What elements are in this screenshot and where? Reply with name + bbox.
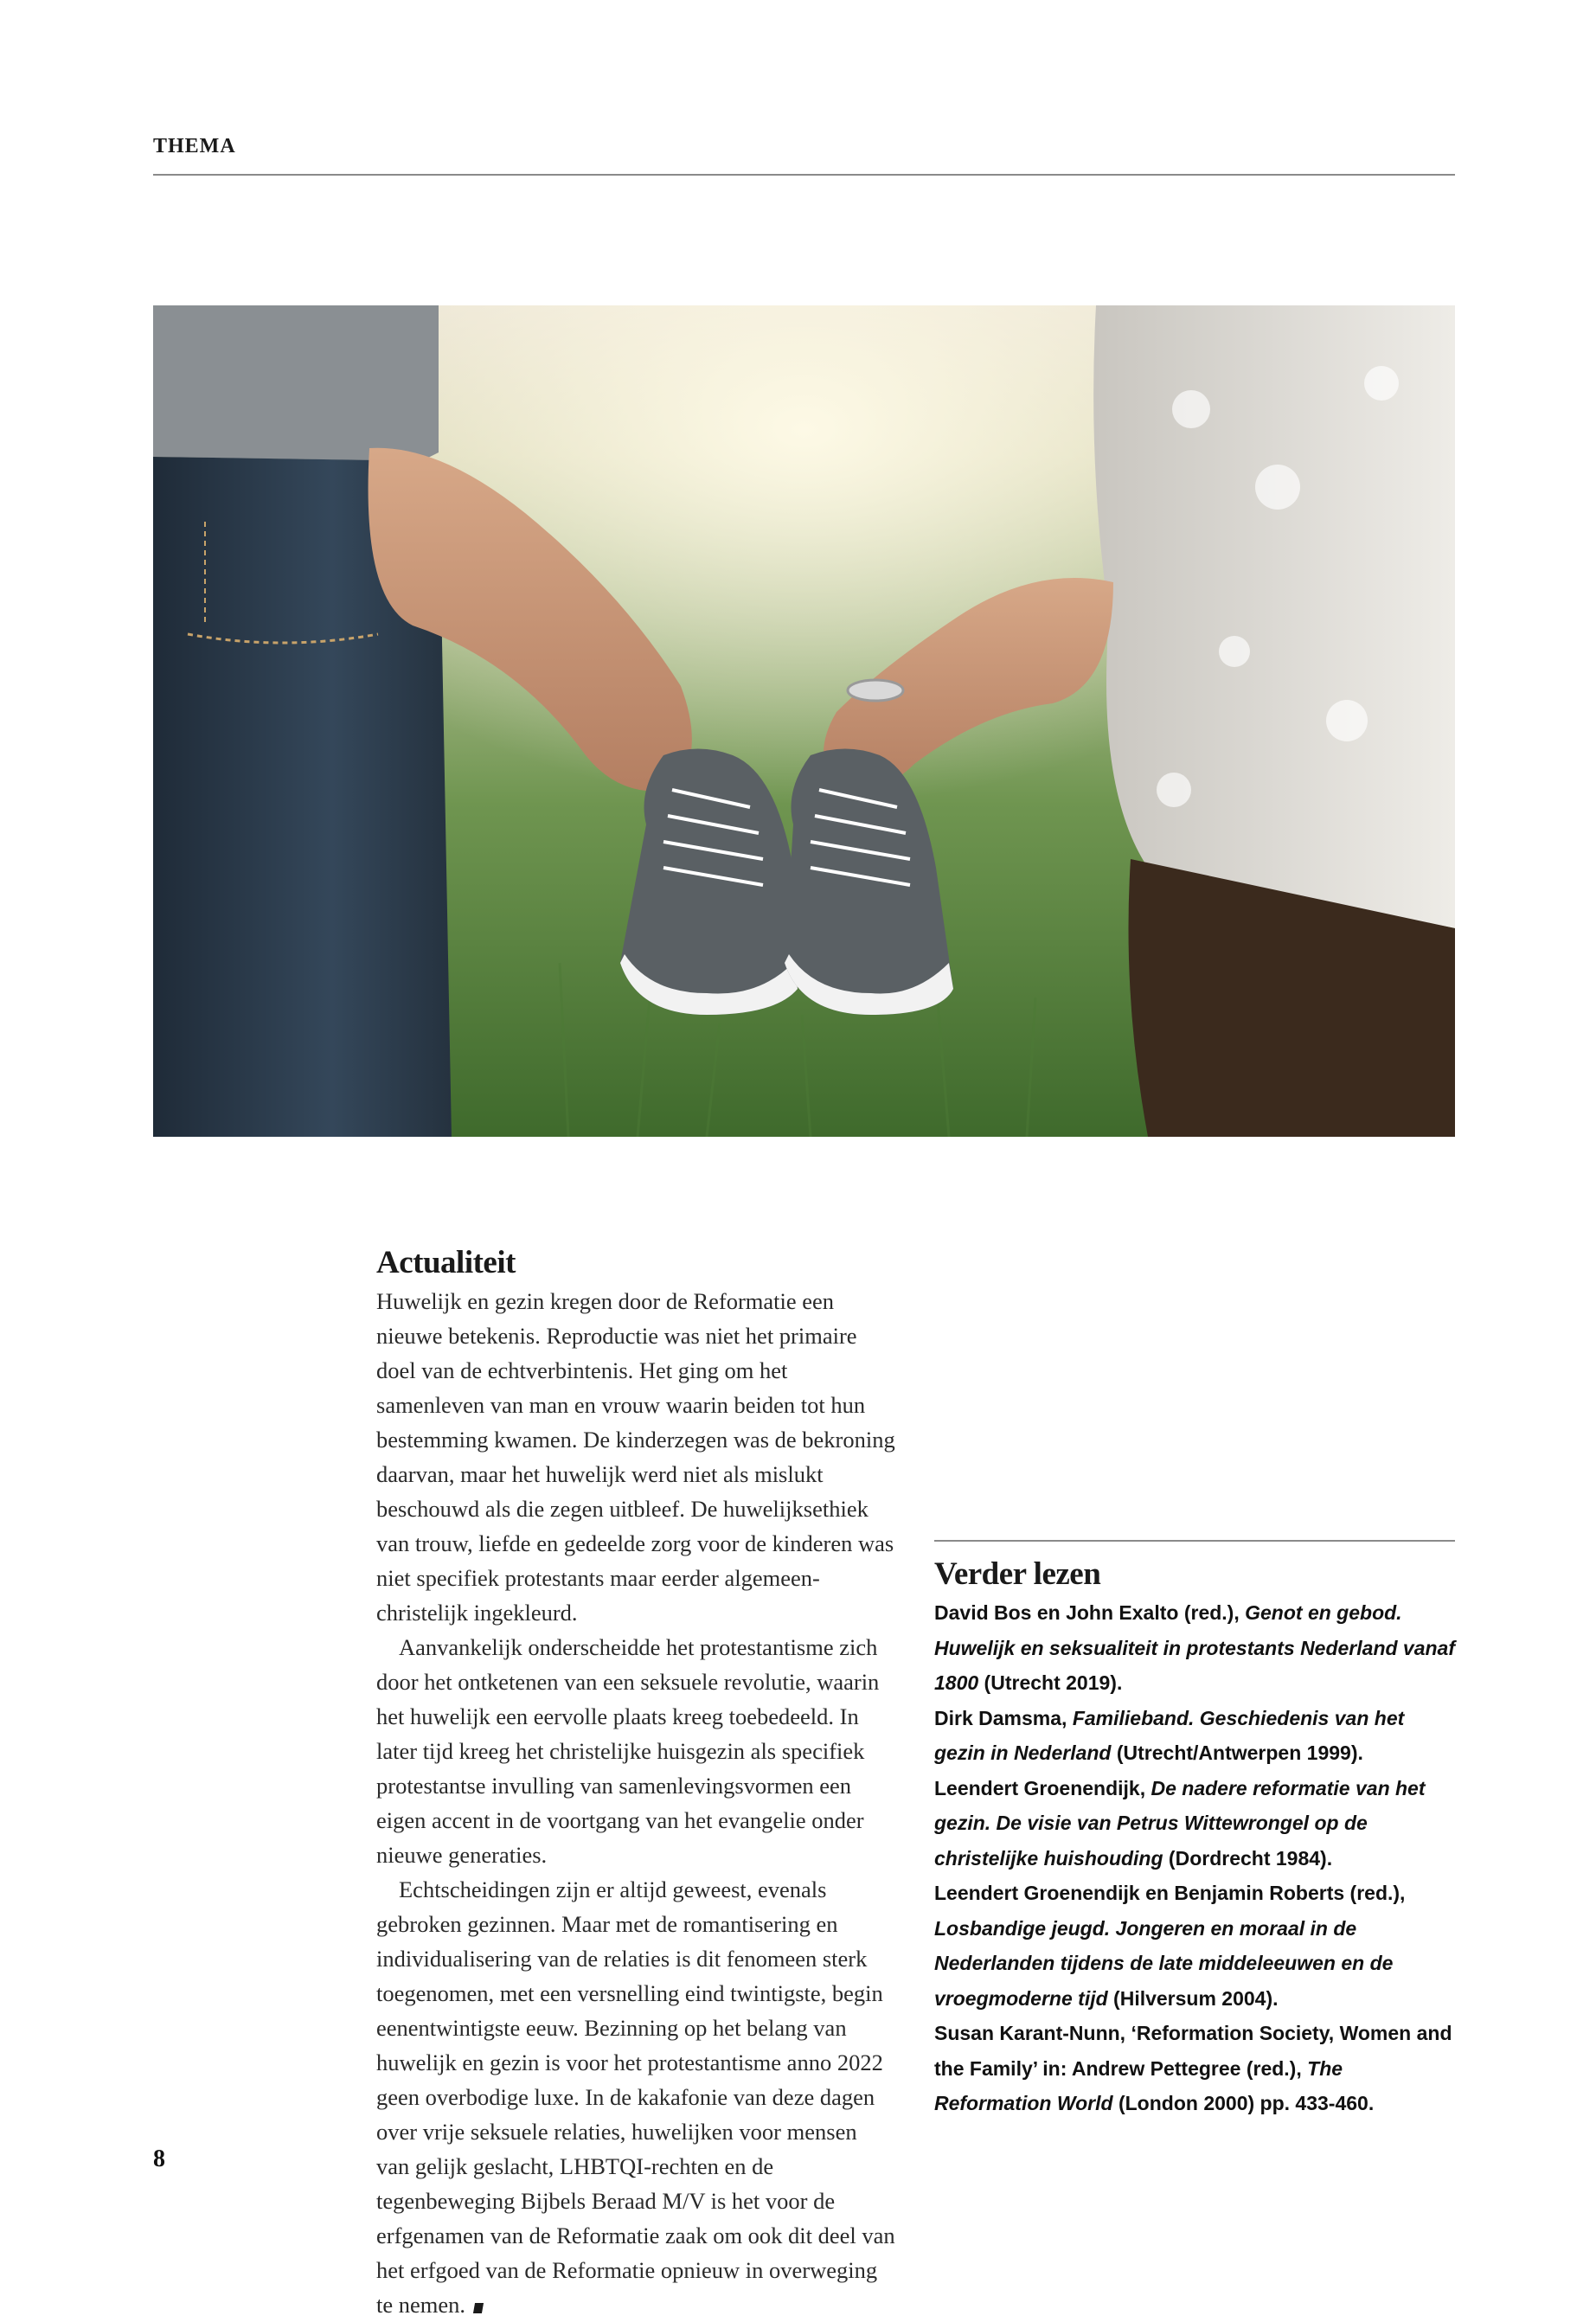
article-paragraph: [376, 1872, 895, 2322]
article-column-left: [376, 1246, 895, 2322]
section-label: THEMA: [153, 135, 236, 157]
article-heading: Actualiteit: [376, 1245, 516, 1280]
reference-list: [934, 1595, 1458, 2121]
article-paragraph: Aanvankelijk onderscheidde het protestantisme zich door het ontketenen van een seksuele revolutie, waarin het huwelijk een eervolle plaats kreeg toebedeeld. In later tijd kreeg het christelijke huisgezin als specifiek protestantse invulling van samenlevingsvormen een eigen accent in de voortgang van het evangelie onder nieuwe generaties.: [376, 1634, 880, 1868]
reference-item: Dirk Damsma, Familieband. Geschiedenis van het gezin in Nederland (Utrecht/Antwerpen 1999).: [934, 1706, 1405, 1764]
article-paragraph: Huwelijk en gezin kregen door de Reformatie een nieuwe betekenis. Reproductie was niet het primaire doel van de echtverbintenis. Het ging om het samenleven van man en vrouw waarin beiden tot hun bestemming kwamen. De kinderzegen was de bekroning daarvan, maar het huwelijk werd niet als mislukt beschouwd als die zegen uitbleef. De huwelijksethiek van trouw, liefde en gedeelde zorg voor de kinderen was niet specifiek protestants maar eerder algemeen-christelijk ingekleurd.: [376, 1288, 895, 1626]
further-reading-heading: Verder lezen: [934, 1556, 1101, 1592]
further-reading-divider: [934, 1540, 1455, 1542]
reference-item: Leendert Groenendijk, De nadere reformatie van het gezin. De visie van Petrus Wittewrongel op de christelijke huishouding (Dordrecht 1984).: [934, 1776, 1426, 1870]
end-of-article-mark-icon: [473, 2303, 484, 2313]
article-paragraph-text: Echtscheidingen zijn er altijd geweest, evenals gebroken gezinnen. Maar met de romantisering en individualisering van de relaties is dit fenomeen sterk toegenomen, met een versnelling eind twintigste, begin eenentwintigste eeuw. Bezinning op het belang van huwelijk en gezin is voor het protestantisme anno 2022 geen overbodige luxe. In de kakafonie van deze dagen over vrije seksuele relaties, huwelijken voor mensen van gelijk geslacht, LHBTQI-rechten en de tegenbeweging Bijbels Beraad M/V is het voor de erfgenamen van de Reformatie zaak om ook dit deel van het erfgoed van de Reformatie opnieuw in overweging te nemen.: [376, 1876, 895, 2318]
reference-item: David Bos en John Exalto (red.), Genot en gebod. Huwelijk en seksualiteit in protestants Nederland vanaf 1800 (Utrecht 2019).: [934, 1601, 1456, 1694]
couple-holding-baby-shoes-photo: [153, 305, 1455, 1137]
reference-item: Susan Karant-Nunn, ‘Reformation Society, Women and the Family’ in: Andrew Pettegree (red.), The Reformation World (London 2000) pp. 433-460.: [934, 2022, 1452, 2114]
reference-item: Leendert Groenendijk en Benjamin Roberts (red.), Losbandige jeugd. Jongeren en moraal in de Nederlanden tijdens de late middeleeuwen en de vroegmoderne tijd (Hilversum 2004).: [934, 1882, 1406, 2010]
page-number: 8: [153, 2146, 165, 2172]
header-divider: [153, 174, 1455, 176]
further-reading-box: [934, 1557, 1458, 2121]
